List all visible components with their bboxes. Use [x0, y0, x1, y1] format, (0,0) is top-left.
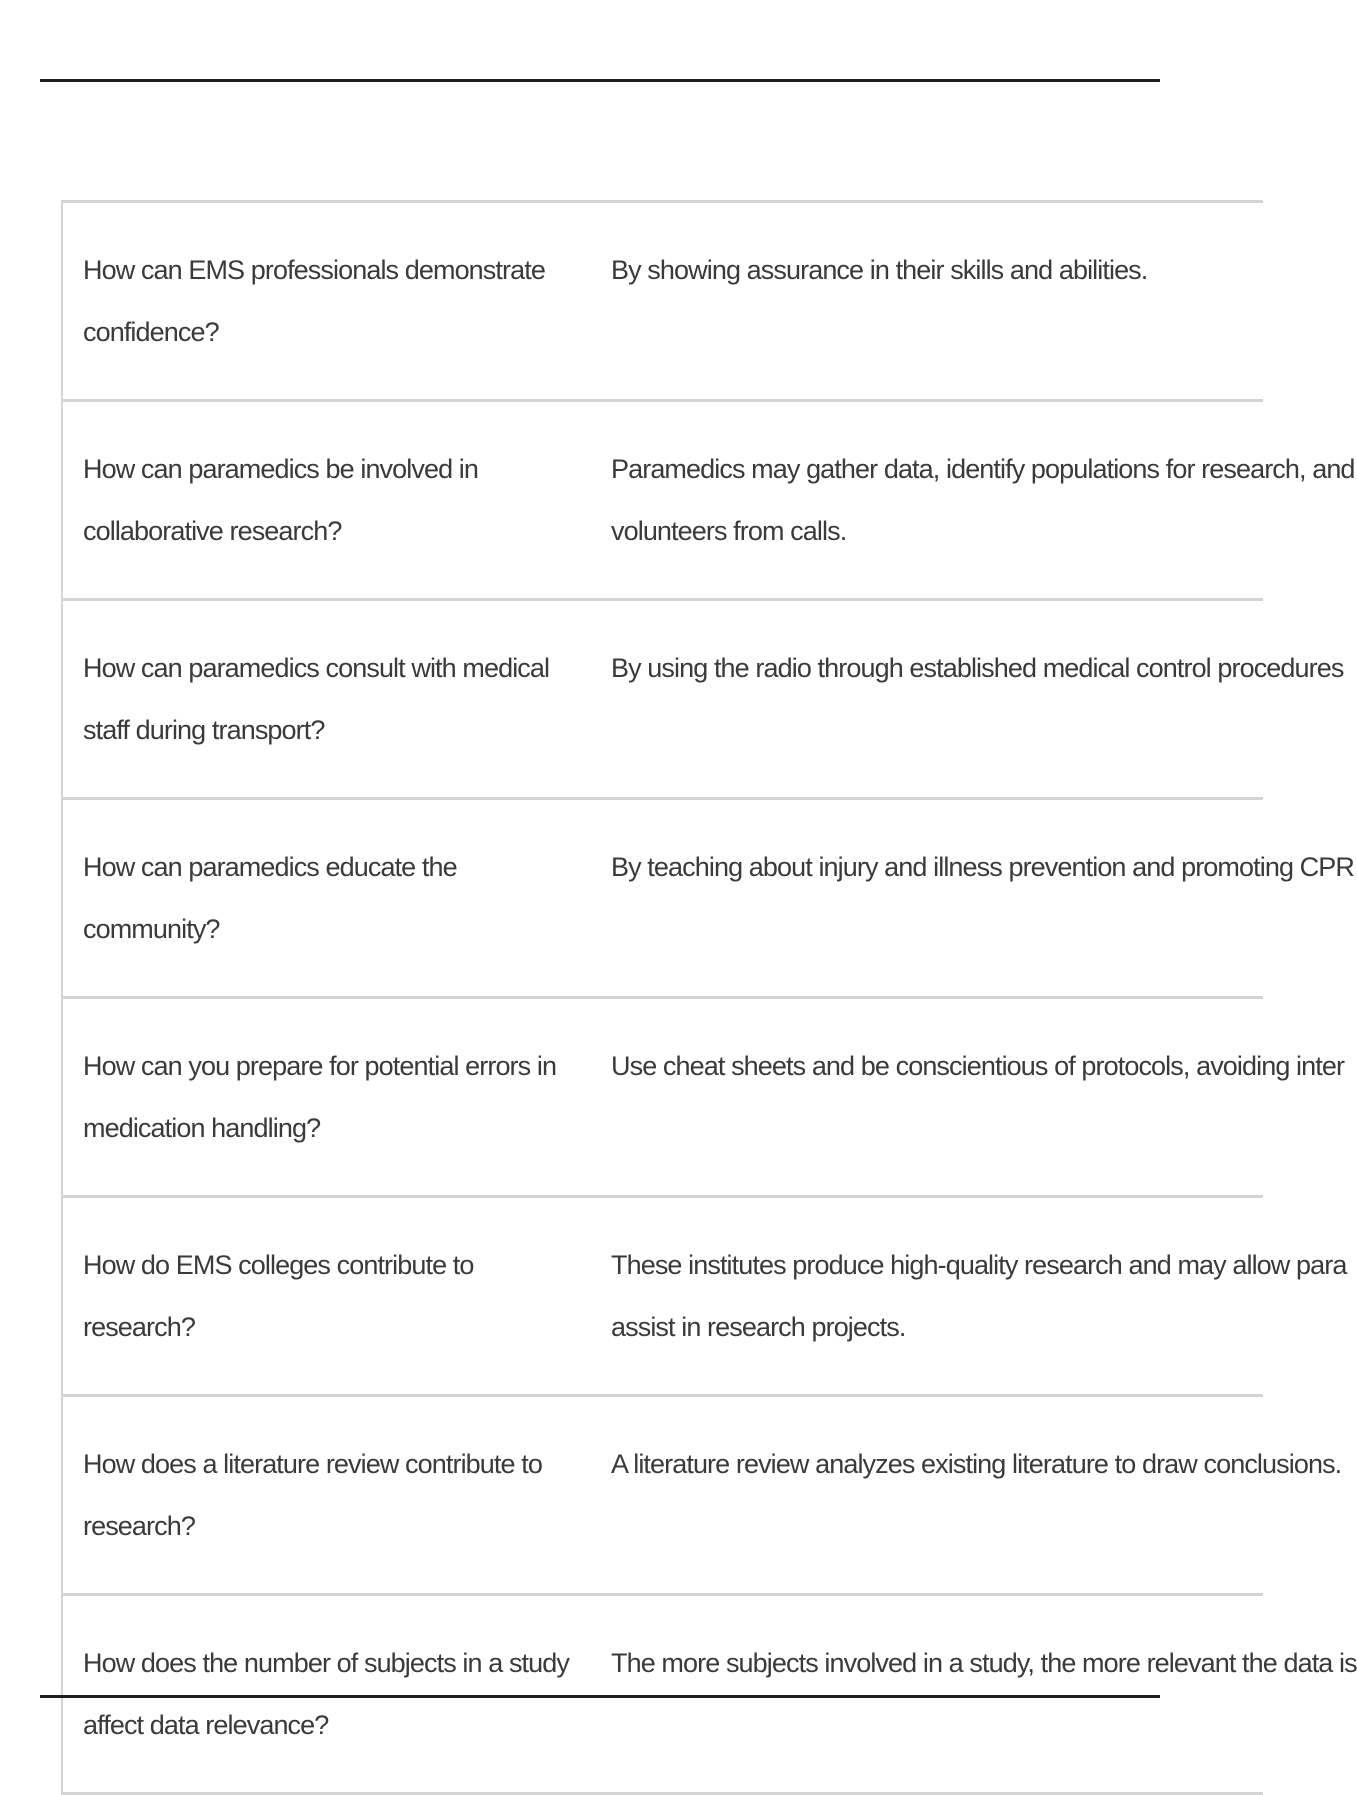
table-row[interactable] [63, 402, 1355, 601]
definition-line: Use cheat sheets and be conscientious of protocols, avoiding inter [611, 1051, 1345, 1081]
term-cell: How can EMS professionals demonstrate confidence? [83, 255, 545, 347]
definition-line: assist in research projects. [611, 1312, 906, 1342]
definition-cell [611, 1397, 1342, 1593]
top-divider [40, 79, 1160, 82]
definition-line: Paramedics may gather data, identify populations for research, and [611, 454, 1355, 484]
table-row[interactable] [63, 601, 1344, 800]
table-row[interactable] [63, 1397, 1342, 1596]
term-cell: How can paramedics be involved in collaborative research? [83, 454, 479, 546]
definition-line: By using the radio through established medical control procedures [611, 653, 1344, 683]
definition-cell [611, 1596, 1357, 1792]
definition-line: The more subjects involved in a study, the more relevant the data is [611, 1648, 1357, 1678]
definition-cell [611, 1198, 1347, 1394]
flashcard-table [61, 200, 1357, 1795]
definition-line: volunteers from calls. [611, 516, 847, 546]
definition-line: By showing assurance in their skills and abilities. [611, 255, 1148, 285]
term-cell: How does a literature review contribute to research? [83, 1449, 542, 1541]
table-row[interactable] [63, 800, 1354, 999]
definition-cell [611, 402, 1355, 598]
table-row[interactable] [63, 999, 1345, 1198]
table-row[interactable] [63, 203, 1263, 402]
table-row[interactable] [63, 1198, 1347, 1397]
definition-line: A literature review analyzes existing literature to draw conclusions. [611, 1449, 1342, 1479]
term-cell: How does the number of subjects in a study affect data relevance? [83, 1648, 569, 1740]
definition-line: These institutes produce high-quality research and may allow para [611, 1250, 1347, 1280]
bottom-divider [40, 1695, 1160, 1698]
term-cell: How can paramedics educate the community? [83, 852, 457, 944]
term-cell: How do EMS colleges contribute to research? [83, 1250, 474, 1342]
definition-line: By teaching about injury and illness prevention and promoting CPR [611, 852, 1354, 882]
definition-cell [611, 999, 1345, 1195]
definition-cell [611, 800, 1354, 996]
term-cell: How can you prepare for potential errors in medication handling? [83, 1051, 557, 1143]
term-cell: How can paramedics consult with medical staff during transport? [83, 653, 550, 745]
definition-cell [611, 203, 1263, 399]
definition-cell [611, 601, 1344, 797]
